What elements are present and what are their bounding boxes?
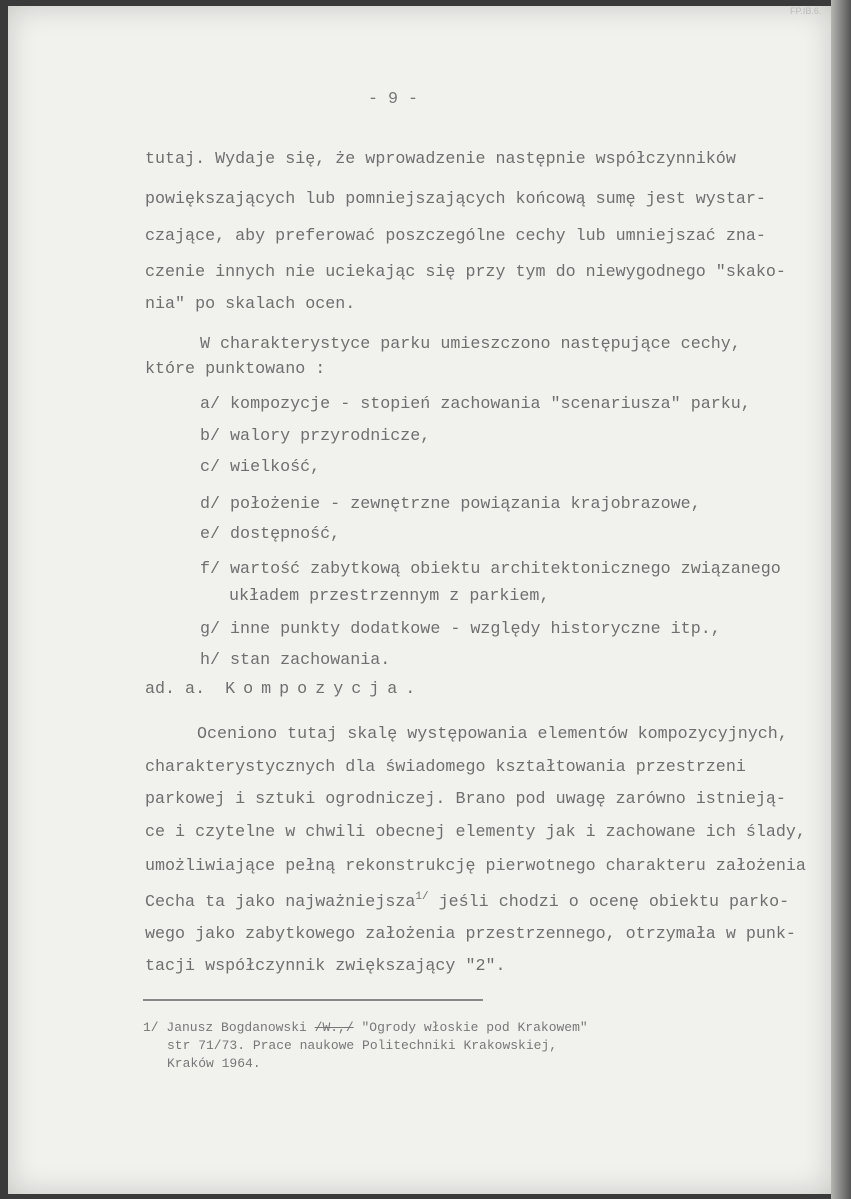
text-line: wego jako zabytkowego założenia przestrzennego, otrzymała w punk- [145, 925, 796, 944]
footnote-line: str 71/73. Prace naukowe Politechniki Krakowskiej, [167, 1038, 558, 1053]
footnote-line: Kraków 1964. [167, 1056, 261, 1071]
list-item: c/ wielkość, [200, 458, 321, 477]
list-item: f/ wartość zabytkową obiektu architektonicznego związanego [200, 560, 781, 579]
text-line: które punktowano : [145, 360, 326, 379]
list-item: e/ dostępność, [200, 525, 341, 544]
section-prefix: ad. a. [145, 680, 206, 699]
text-line: powiększających lub pomniejszających końcową sumę jest wystar- [145, 190, 766, 209]
footnote-divider [143, 999, 483, 1001]
text-line: umożliwiające pełną rekonstrukcję pierwotnego charakteru założenia [145, 857, 806, 876]
text-line: nia" po skalach ocen. [145, 295, 356, 314]
list-item-continuation: układem przestrzennym z parkiem, [229, 587, 550, 606]
text-line: parkowej i sztuki ogrodniczej. Brano pod uwagę zarówno istnieją- [145, 790, 786, 809]
page-number: - 9 - [368, 90, 419, 109]
text-line: czenie innych nie uciekając się przy tym do niewygodnego "skako- [145, 263, 786, 282]
list-item: a/ kompozycje - stopień zachowania "scenariusza" parku, [200, 395, 751, 414]
list-item: b/ walory przyrodnicze, [200, 427, 431, 446]
text-line: Oceniono tutaj skalę występowania elementów kompozycyjnych, [197, 725, 788, 744]
section-heading [145, 682, 423, 699]
footnote-title: "Ogrody włoskie pod Krakowem" [361, 1020, 588, 1035]
footnote-line [143, 1021, 588, 1034]
list-item: g/ inne punkty dodatkowe - względy historyczne itp., [200, 620, 721, 639]
text-line: tutaj. Wydaje się, że wprowadzenie następnie współczynników [145, 150, 736, 169]
text-line: ce i czytelne w chwili obecnej elementy jak i zachowane ich ślady, [145, 823, 806, 842]
scan-edge [831, 0, 851, 1199]
text-line: czające, aby preferować poszczególne cechy lub umniejszać zna- [145, 227, 766, 246]
text-segment: jeśli chodzi o ocenę obiektu parko- [438, 893, 790, 912]
text-line: tacji współczynnik zwiększający "2". [145, 957, 506, 976]
text-line: W charakterystyce parku umieszczono następujące cechy, [200, 335, 741, 354]
footnote-author: 1/ Janusz Bogdanowski [143, 1020, 307, 1035]
text-line: charakterystycznych dla świadomego kształtowania przestrzeni [145, 758, 746, 777]
corner-mark: FP.IB.6. [790, 6, 822, 16]
text-line [145, 892, 789, 912]
list-item: h/ stan zachowania. [200, 651, 391, 670]
list-item: d/ położenie - zewnętrzne powiązania krajobrazowe, [200, 495, 701, 514]
footnote-reference: 1/ [415, 891, 429, 903]
struck-text: /W.,/ [314, 1020, 354, 1035]
section-title: Kompozycja. [225, 680, 424, 699]
text-segment: Cecha ta jako najważniejsza [145, 893, 416, 912]
